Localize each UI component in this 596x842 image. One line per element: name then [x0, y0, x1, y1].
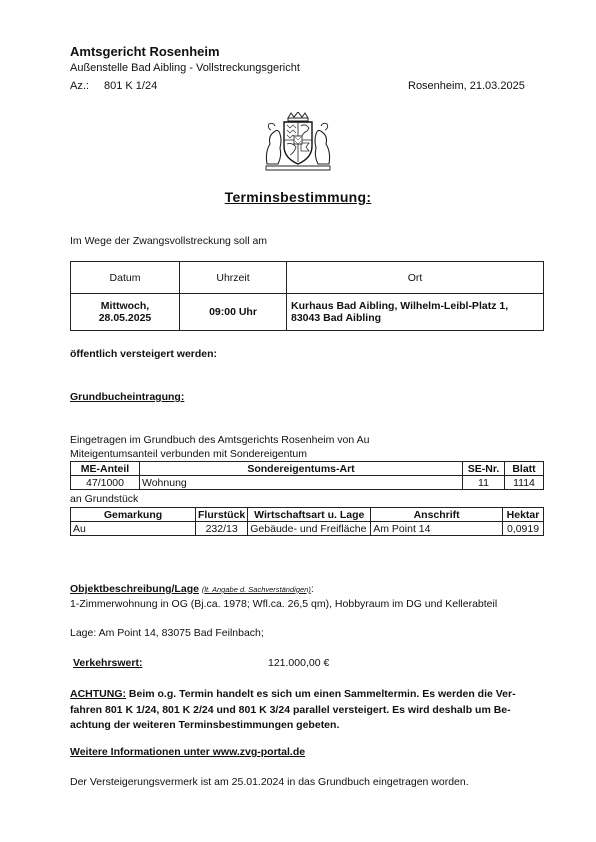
grundbuch-line-2: Miteigentumsanteil verbunden mit Sondereigentum — [70, 448, 307, 460]
flur-cell-gemarkung: Au — [71, 522, 196, 536]
me-cell-senr: 11 — [463, 476, 505, 490]
termin-date-weekday: Mittwoch, — [100, 300, 150, 312]
place-date: Rosenheim, 21.03.2025 — [408, 80, 525, 92]
me-table — [70, 461, 544, 490]
me-header-blatt: Blatt — [505, 462, 544, 476]
objekt-heading-line — [70, 583, 314, 595]
flurstueck-table — [70, 507, 544, 536]
flur-header-gemarkung: Gemarkung — [71, 508, 196, 522]
termin-date-value: 28.05.2025 — [98, 312, 152, 324]
table-row — [71, 522, 544, 536]
me-header-senr: SE-Nr. — [463, 462, 505, 476]
termin-place-line2: 83043 Bad Aibling — [291, 312, 382, 324]
verkehrswert-label: Verkehrswert: — [73, 657, 143, 669]
court-branch: Außenstelle Bad Aibling - Vollstreckungsgericht — [70, 62, 300, 74]
me-cell-art: Wohnung — [140, 476, 463, 490]
flur-header-wirtschaftsart: Wirtschaftsart u. Lage — [248, 508, 371, 522]
flur-header-hektar: Hektar — [503, 508, 544, 522]
az-label: Az.: — [70, 80, 89, 92]
flur-cell-anschrift: Am Point 14 — [371, 522, 503, 536]
me-cell-blatt: 1114 — [505, 476, 544, 490]
az-value: 801 K 1/24 — [104, 80, 158, 92]
termin-place-line1: Kurhaus Bad Aibling, Wilhelm-Leibl-Platz 1, — [291, 300, 509, 312]
weitere-info-link[interactable]: Weitere Informationen unter www.zvg-portal.de — [70, 746, 306, 758]
flur-header-anschrift: Anschrift — [371, 508, 503, 522]
grundbuch-line-1: Eingetragen im Grundbuch des Amtsgerichts Rosenheim von Au — [70, 434, 370, 446]
intro-text: Im Wege der Zwangsvollstreckung soll am — [70, 235, 268, 247]
flur-cell-flurstueck: 232/13 — [196, 522, 248, 536]
objekt-note: (lt. Angabe d. Sachverständigen) — [201, 585, 311, 594]
termin-header-ort: Ort — [287, 262, 544, 294]
objekt-colon: : — [310, 583, 314, 595]
termin-time: 09:00 Uhr — [180, 294, 287, 331]
termin-header-uhrzeit: Uhrzeit — [180, 262, 287, 294]
flur-header-flurstueck: Flurstück — [196, 508, 248, 522]
achtung-line-1 — [70, 688, 516, 700]
achtung-line-3: achtung der weiteren Terminsbestimmungen gebeten. — [70, 719, 340, 731]
objekt-text: 1-Zimmerwohnung in OG (Bj.ca. 1978; Wfl.ca. 26,5 qm), Hobbyraum im DG und Kellerabteil — [70, 598, 498, 610]
an-grundstueck: an Grundstück — [70, 493, 139, 505]
me-header-anteil: ME-Anteil — [71, 462, 140, 476]
table-row — [71, 476, 544, 490]
vermerk-text: Der Versteigerungsvermerk ist am 25.01.2024 in das Grundbuch eingetragen worden. — [70, 776, 469, 788]
achtung-text-1: Beim o.g. Termin handelt es sich um einen Sammeltermin. Es werden die Ver- — [126, 688, 516, 700]
objekt-heading: Objektbeschreibung/Lage — [70, 583, 199, 595]
court-name: Amtsgericht Rosenheim — [70, 44, 220, 59]
termin-table — [70, 261, 544, 331]
me-header-art: Sondereigentums-Art — [140, 462, 463, 476]
objekt-lage: Lage: Am Point 14, 83075 Bad Feilnbach; — [70, 627, 264, 639]
me-cell-anteil: 47/1000 — [71, 476, 140, 490]
coat-of-arms-icon — [262, 112, 334, 174]
termin-place — [287, 294, 544, 331]
achtung-label: ACHTUNG: — [70, 688, 126, 700]
termin-date — [71, 294, 180, 331]
page-title: Terminsbestimmung: — [224, 189, 372, 205]
verkehrswert-value: 121.000,00 € — [268, 657, 330, 669]
flur-cell-hektar: 0,0919 — [503, 522, 544, 536]
versteigert-text: öffentlich versteigert werden: — [70, 348, 218, 360]
achtung-line-2: fahren 801 K 1/24, 801 K 2/24 und 801 K 3/24 parallel versteigert. Es wird deshalb um Be- — [70, 704, 511, 716]
termin-header-datum: Datum — [71, 262, 180, 294]
flur-cell-wirtschaftsart: Gebäude- und Freifläche — [248, 522, 371, 536]
grundbuch-heading: Grundbucheintragung: — [70, 391, 185, 403]
